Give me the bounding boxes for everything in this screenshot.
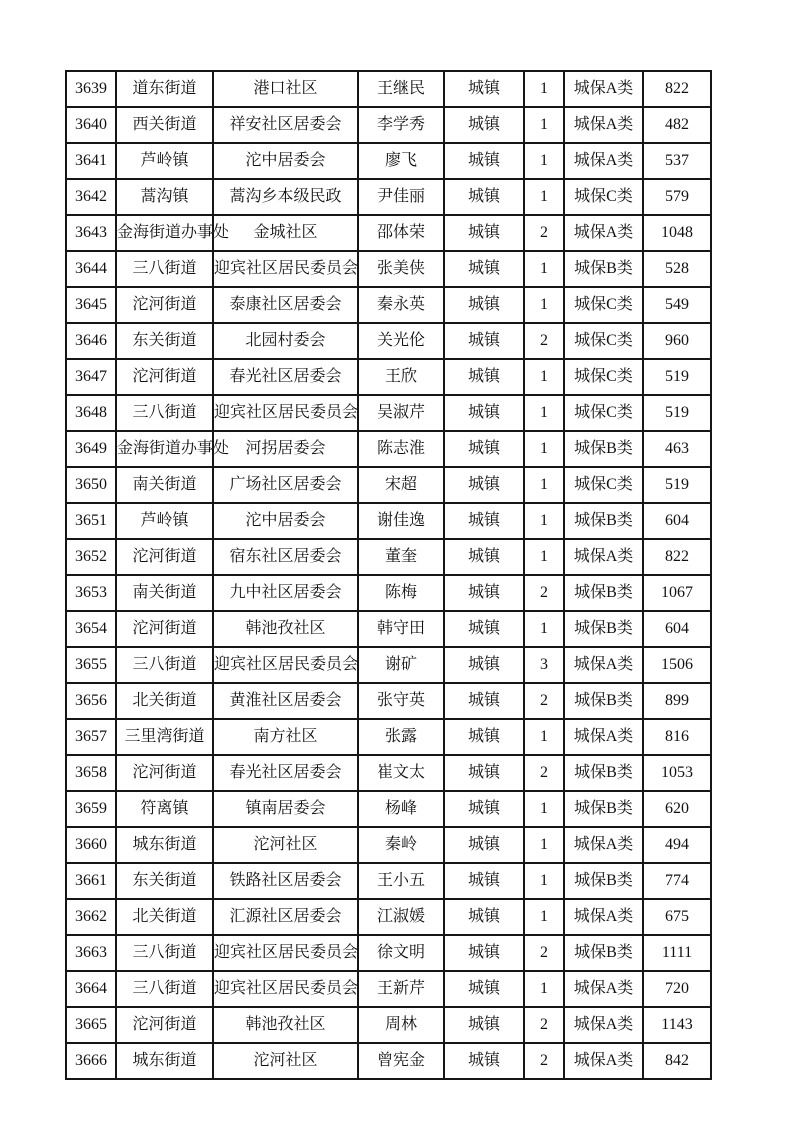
person-name: 王欣 [358,359,444,395]
sequence-number: 3650 [66,467,116,503]
person-name: 徐文明 [358,935,444,971]
insurance-category: 城保B类 [564,431,643,467]
table-row [66,107,711,143]
street-name: 金海街道办事处 [116,431,213,467]
street-name: 城东街道 [116,827,213,863]
household-type: 城镇 [444,467,524,503]
table-row [66,647,711,683]
table-row [66,899,711,935]
community-name: 黄淮社区居委会 [213,683,358,719]
amount: 620 [643,791,711,827]
sequence-number: 3663 [66,935,116,971]
sequence-number: 3664 [66,971,116,1007]
community-name: 汇源社区居委会 [213,899,358,935]
street-name: 符离镇 [116,791,213,827]
community-name: 迎宾社区居民委员会 [213,251,358,287]
table-row [66,287,711,323]
table-row [66,971,711,1007]
street-name: 北关街道 [116,899,213,935]
household-type: 城镇 [444,935,524,971]
household-type: 城镇 [444,395,524,431]
person-count: 1 [524,71,564,107]
household-type: 城镇 [444,899,524,935]
street-name: 北关街道 [116,683,213,719]
person-count: 1 [524,107,564,143]
sequence-number: 3661 [66,863,116,899]
table-row [66,323,711,359]
community-name: 宿东社区居委会 [213,539,358,575]
person-count: 2 [524,755,564,791]
amount: 604 [643,503,711,539]
person-count: 1 [524,827,564,863]
person-name: 曾宪金 [358,1043,444,1079]
household-type: 城镇 [444,71,524,107]
community-name: 蒿沟乡本级民政 [213,179,358,215]
insurance-category: 城保B类 [564,503,643,539]
person-count: 2 [524,1007,564,1043]
household-type: 城镇 [444,215,524,251]
person-count: 1 [524,863,564,899]
person-count: 1 [524,287,564,323]
amount: 675 [643,899,711,935]
sequence-number: 3657 [66,719,116,755]
table-row [66,683,711,719]
street-name: 道东街道 [116,71,213,107]
person-name: 陈梅 [358,575,444,611]
street-name: 三里湾街道 [116,719,213,755]
community-name: 港口社区 [213,71,358,107]
sequence-number: 3655 [66,647,116,683]
household-type: 城镇 [444,683,524,719]
person-name: 廖飞 [358,143,444,179]
person-name: 张美侠 [358,251,444,287]
person-name: 张露 [358,719,444,755]
table-row [66,611,711,647]
insurance-category: 城保B类 [564,935,643,971]
insurance-category: 城保C类 [564,179,643,215]
street-name: 金海街道办事处 [116,215,213,251]
community-name: 金城社区 [213,215,358,251]
person-count: 1 [524,431,564,467]
table-row [66,719,711,755]
household-type: 城镇 [444,575,524,611]
table-row [66,395,711,431]
community-name: 镇南居委会 [213,791,358,827]
amount: 1048 [643,215,711,251]
person-count: 2 [524,935,564,971]
community-name: 韩池孜社区 [213,1007,358,1043]
street-name: 三八街道 [116,251,213,287]
sequence-number: 3641 [66,143,116,179]
street-name: 沱河街道 [116,539,213,575]
sequence-number: 3649 [66,431,116,467]
table-row [66,1007,711,1043]
person-count: 1 [524,611,564,647]
sequence-number: 3648 [66,395,116,431]
amount: 822 [643,539,711,575]
sequence-number: 3643 [66,215,116,251]
table-row [66,143,711,179]
community-name: 铁路社区居委会 [213,863,358,899]
sequence-number: 3653 [66,575,116,611]
insurance-category: 城保C类 [564,323,643,359]
amount: 537 [643,143,711,179]
insurance-category: 城保A类 [564,827,643,863]
household-type: 城镇 [444,611,524,647]
amount: 604 [643,611,711,647]
table-row [66,827,711,863]
insurance-category: 城保B类 [564,863,643,899]
insurance-category: 城保A类 [564,899,643,935]
amount: 519 [643,395,711,431]
amount: 822 [643,71,711,107]
table-row [66,431,711,467]
street-name: 沱河街道 [116,359,213,395]
insurance-category: 城保C类 [564,467,643,503]
amount: 463 [643,431,711,467]
street-name: 沱河街道 [116,755,213,791]
person-name: 王继民 [358,71,444,107]
amount: 1067 [643,575,711,611]
community-name: 迎宾社区居民委员会 [213,971,358,1007]
household-type: 城镇 [444,719,524,755]
insurance-category: 城保A类 [564,1043,643,1079]
insurance-category: 城保A类 [564,719,643,755]
street-name: 蒿沟镇 [116,179,213,215]
table-row [66,467,711,503]
street-name: 芦岭镇 [116,503,213,539]
person-name: 吴淑芹 [358,395,444,431]
household-type: 城镇 [444,251,524,287]
sequence-number: 3640 [66,107,116,143]
person-count: 2 [524,323,564,359]
insurance-category: 城保C类 [564,395,643,431]
amount: 899 [643,683,711,719]
street-name: 东关街道 [116,323,213,359]
table-row [66,215,711,251]
table-row [66,1043,711,1079]
community-name: 迎宾社区居民委员会 [213,935,358,971]
community-name: 迎宾社区居民委员会 [213,395,358,431]
person-name: 秦永英 [358,287,444,323]
street-name: 南关街道 [116,467,213,503]
community-name: 沱河社区 [213,1043,358,1079]
table-row [66,575,711,611]
amount: 960 [643,323,711,359]
street-name: 三八街道 [116,395,213,431]
person-name: 谢佳逸 [358,503,444,539]
records-table-body [66,71,711,1079]
person-count: 1 [524,251,564,287]
household-type: 城镇 [444,503,524,539]
sequence-number: 3651 [66,503,116,539]
person-count: 1 [524,899,564,935]
amount: 1053 [643,755,711,791]
insurance-category: 城保B类 [564,683,643,719]
insurance-category: 城保A类 [564,143,643,179]
table-row [66,791,711,827]
person-name: 秦岭 [358,827,444,863]
street-name: 三八街道 [116,647,213,683]
household-type: 城镇 [444,647,524,683]
person-name: 关光伦 [358,323,444,359]
sequence-number: 3658 [66,755,116,791]
records-sheet [65,70,712,1080]
table-row [66,251,711,287]
table-row [66,179,711,215]
household-type: 城镇 [444,827,524,863]
person-count: 1 [524,143,564,179]
sequence-number: 3642 [66,179,116,215]
street-name: 西关街道 [116,107,213,143]
person-name: 董奎 [358,539,444,575]
insurance-category: 城保B类 [564,611,643,647]
street-name: 东关街道 [116,863,213,899]
amount: 1506 [643,647,711,683]
insurance-category: 城保A类 [564,107,643,143]
table-row [66,539,711,575]
amount: 494 [643,827,711,863]
community-name: 北园村委会 [213,323,358,359]
insurance-category: 城保B类 [564,791,643,827]
person-count: 2 [524,215,564,251]
sequence-number: 3654 [66,611,116,647]
sequence-number: 3665 [66,1007,116,1043]
person-name: 邵体荣 [358,215,444,251]
table-row [66,503,711,539]
community-name: 泰康社区居委会 [213,287,358,323]
insurance-category: 城保A类 [564,71,643,107]
person-name: 张守英 [358,683,444,719]
insurance-category: 城保B类 [564,755,643,791]
street-name: 三八街道 [116,971,213,1007]
amount: 519 [643,359,711,395]
table-row [66,935,711,971]
person-name: 周林 [358,1007,444,1043]
person-count: 1 [524,539,564,575]
community-name: 南方社区 [213,719,358,755]
insurance-category: 城保C类 [564,287,643,323]
community-name: 沱中居委会 [213,143,358,179]
amount: 579 [643,179,711,215]
person-count: 1 [524,467,564,503]
sequence-number: 3645 [66,287,116,323]
table-row [66,863,711,899]
amount: 528 [643,251,711,287]
street-name: 芦岭镇 [116,143,213,179]
insurance-category: 城保B类 [564,575,643,611]
sequence-number: 3656 [66,683,116,719]
household-type: 城镇 [444,323,524,359]
insurance-category: 城保A类 [564,215,643,251]
household-type: 城镇 [444,107,524,143]
household-type: 城镇 [444,143,524,179]
table-row [66,755,711,791]
table-row [66,359,711,395]
household-type: 城镇 [444,287,524,323]
person-count: 1 [524,179,564,215]
amount: 774 [643,863,711,899]
street-name: 沱河街道 [116,1007,213,1043]
household-type: 城镇 [444,791,524,827]
insurance-category: 城保A类 [564,971,643,1007]
amount: 816 [643,719,711,755]
person-name: 韩守田 [358,611,444,647]
community-name: 韩池孜社区 [213,611,358,647]
street-name: 南关街道 [116,575,213,611]
person-count: 1 [524,359,564,395]
sequence-number: 3666 [66,1043,116,1079]
insurance-category: 城保C类 [564,359,643,395]
person-count: 1 [524,395,564,431]
community-name: 春光社区居委会 [213,359,358,395]
household-type: 城镇 [444,971,524,1007]
records-table [65,70,712,1080]
person-count: 3 [524,647,564,683]
person-name: 江淑媛 [358,899,444,935]
community-name: 祥安社区居委会 [213,107,358,143]
street-name: 城东街道 [116,1043,213,1079]
household-type: 城镇 [444,1043,524,1079]
person-name: 尹佳丽 [358,179,444,215]
sequence-number: 3652 [66,539,116,575]
person-count: 1 [524,791,564,827]
community-name: 河拐居委会 [213,431,358,467]
amount: 720 [643,971,711,1007]
household-type: 城镇 [444,359,524,395]
sequence-number: 3639 [66,71,116,107]
amount: 842 [643,1043,711,1079]
amount: 1111 [643,935,711,971]
sequence-number: 3647 [66,359,116,395]
household-type: 城镇 [444,431,524,467]
insurance-category: 城保A类 [564,539,643,575]
amount: 1143 [643,1007,711,1043]
community-name: 沱河社区 [213,827,358,863]
person-count: 2 [524,1043,564,1079]
person-name: 王小五 [358,863,444,899]
street-name: 沱河街道 [116,611,213,647]
sequence-number: 3660 [66,827,116,863]
community-name: 广场社区居委会 [213,467,358,503]
household-type: 城镇 [444,179,524,215]
sequence-number: 3662 [66,899,116,935]
person-count: 2 [524,683,564,719]
person-name: 崔文太 [358,755,444,791]
person-name: 宋超 [358,467,444,503]
household-type: 城镇 [444,539,524,575]
table-row [66,71,711,107]
insurance-category: 城保B类 [564,251,643,287]
person-name: 谢矿 [358,647,444,683]
person-count: 1 [524,971,564,1007]
household-type: 城镇 [444,863,524,899]
household-type: 城镇 [444,755,524,791]
insurance-category: 城保A类 [564,1007,643,1043]
person-name: 杨峰 [358,791,444,827]
amount: 549 [643,287,711,323]
person-count: 2 [524,575,564,611]
person-name: 王新芹 [358,971,444,1007]
community-name: 沱中居委会 [213,503,358,539]
person-name: 李学秀 [358,107,444,143]
person-count: 1 [524,719,564,755]
amount: 482 [643,107,711,143]
sequence-number: 3644 [66,251,116,287]
person-count: 1 [524,503,564,539]
community-name: 迎宾社区居民委员会 [213,647,358,683]
street-name: 沱河街道 [116,287,213,323]
community-name: 九中社区居委会 [213,575,358,611]
household-type: 城镇 [444,1007,524,1043]
street-name: 三八街道 [116,935,213,971]
sequence-number: 3646 [66,323,116,359]
sequence-number: 3659 [66,791,116,827]
person-name: 陈志淮 [358,431,444,467]
amount: 519 [643,467,711,503]
community-name: 春光社区居委会 [213,755,358,791]
insurance-category: 城保A类 [564,647,643,683]
